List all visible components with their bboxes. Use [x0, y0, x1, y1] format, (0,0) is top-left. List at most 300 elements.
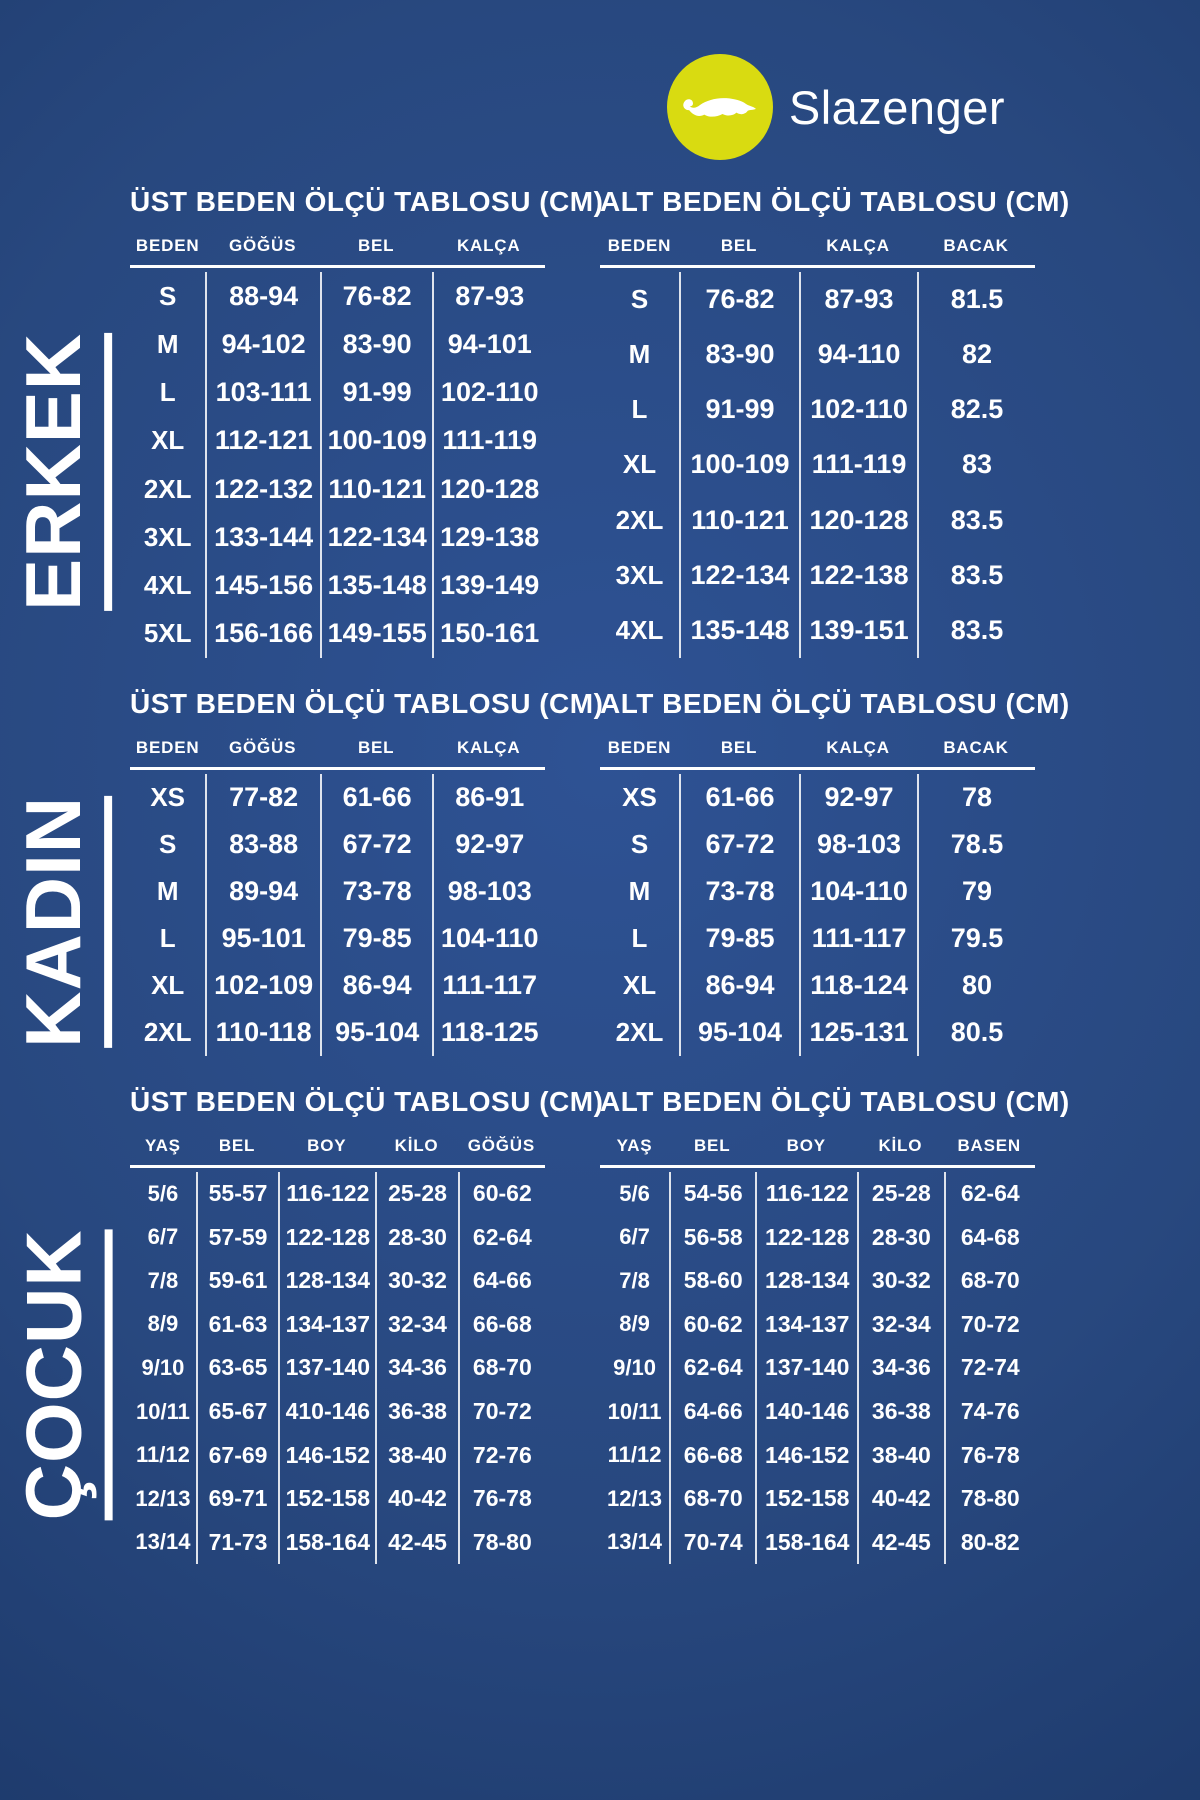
column-header: YAŞ — [616, 1136, 653, 1155]
value-cell: 111-117 — [799, 915, 917, 962]
value-cell: 150-161 — [432, 610, 545, 658]
size-cell: XL — [622, 449, 657, 480]
value-cell: 410-146 — [278, 1390, 375, 1434]
size-cell: XL — [151, 425, 185, 456]
value-cell: 122-128 — [278, 1216, 375, 1260]
value-cell: 59-61 — [196, 1259, 278, 1303]
value-cell: 133-144 — [205, 513, 320, 561]
value-cell: 28-30 — [857, 1216, 943, 1260]
table-row — [130, 915, 545, 962]
value-cell: 156-166 — [205, 610, 320, 658]
cocuk-alt-table — [600, 1086, 1070, 1564]
size-cell: 8/9 — [147, 1311, 179, 1337]
size-cell: 11/12 — [607, 1442, 662, 1468]
value-cell: 100-109 — [679, 437, 799, 492]
value-cell: 25-28 — [375, 1172, 457, 1216]
value-cell: 77-82 — [205, 774, 320, 821]
value-cell: 91-99 — [320, 369, 433, 417]
value-cell: 40-42 — [857, 1477, 943, 1521]
size-cell: XS — [622, 782, 657, 812]
value-cell: 78.5 — [917, 821, 1035, 868]
section-cocuk — [0, 1086, 1200, 1564]
size-cell: 7/8 — [147, 1267, 179, 1293]
value-cell: 158-164 — [278, 1520, 375, 1564]
value-cell: 28-30 — [375, 1216, 457, 1260]
value-cell: 98-103 — [432, 868, 545, 915]
table-row — [130, 962, 545, 1009]
section-cocuk-label-wrap — [0, 1146, 130, 1604]
value-cell: 135-148 — [679, 603, 799, 658]
value-cell: 78-80 — [458, 1520, 545, 1564]
value-cell: 86-94 — [679, 962, 799, 1009]
table-row — [600, 1009, 1035, 1056]
table-header-row — [130, 236, 545, 268]
table-row — [130, 417, 545, 465]
value-cell: 38-40 — [857, 1433, 943, 1477]
size-cell: M — [628, 876, 651, 906]
table-row — [600, 868, 1035, 915]
table-row — [130, 1520, 545, 1564]
table-row — [600, 327, 1035, 382]
table-row — [600, 1477, 1035, 1521]
size-cell: M — [156, 328, 179, 359]
value-cell: 79-85 — [320, 915, 433, 962]
column-header: KALÇA — [826, 738, 890, 757]
value-cell: 74-76 — [944, 1390, 1036, 1434]
section-cocuk-tables — [130, 1086, 1200, 1564]
value-cell: 128-134 — [755, 1259, 857, 1303]
section-label-cocuk: ÇOCUK — [18, 1230, 112, 1521]
panther-icon — [679, 83, 761, 131]
column-header: KİLO — [878, 1136, 923, 1155]
value-cell: 38-40 — [375, 1433, 457, 1477]
value-cell: 86-94 — [320, 962, 433, 1009]
value-cell: 139-151 — [799, 603, 917, 658]
table-header-row — [130, 738, 545, 770]
value-cell: 146-152 — [755, 1433, 857, 1477]
table-row — [600, 1216, 1035, 1260]
value-cell: 68-70 — [458, 1346, 545, 1390]
table-row — [130, 320, 545, 368]
size-cell: 13/14 — [135, 1529, 191, 1555]
size-cell: 5/6 — [147, 1180, 179, 1206]
size-cell: M — [628, 339, 651, 370]
table-row — [600, 1346, 1035, 1390]
value-cell: 76-78 — [944, 1433, 1036, 1477]
value-cell: 55-57 — [196, 1172, 278, 1216]
value-cell: 79.5 — [917, 915, 1035, 962]
value-cell: 62-64 — [458, 1216, 545, 1260]
column-header: YAŞ — [145, 1136, 181, 1155]
table-row — [130, 868, 545, 915]
size-cell: XL — [151, 970, 185, 1000]
table-title: ÜST BEDEN ÖLÇÜ TABLOSU (CM) — [130, 186, 604, 217]
value-cell: 62-64 — [669, 1346, 755, 1390]
value-cell: 81.5 — [917, 272, 1035, 327]
value-cell: 80 — [917, 962, 1035, 1009]
value-cell: 139-149 — [432, 562, 545, 610]
value-cell: 137-140 — [278, 1346, 375, 1390]
size-cell: 5/6 — [619, 1180, 650, 1206]
value-cell: 135-148 — [320, 562, 433, 610]
size-cell: L — [631, 394, 648, 425]
table-row — [130, 1346, 545, 1390]
size-cell: 12/13 — [606, 1485, 663, 1511]
size-cell: 4XL — [143, 570, 192, 601]
table-body — [600, 268, 1035, 658]
value-cell: 149-155 — [320, 610, 433, 658]
size-cell: 6/7 — [619, 1224, 650, 1250]
size-cell: 12/13 — [135, 1485, 191, 1511]
value-cell: 40-42 — [375, 1477, 457, 1521]
table-row — [600, 493, 1035, 548]
table-row — [130, 369, 545, 417]
table-row — [130, 1172, 545, 1216]
column-header: KALÇA — [456, 236, 521, 255]
value-cell: 67-72 — [320, 821, 433, 868]
value-cell: 152-158 — [755, 1477, 857, 1521]
table-row — [600, 603, 1035, 658]
size-cell: 5XL — [143, 618, 192, 649]
value-cell: 129-138 — [432, 513, 545, 561]
kadin-ust-table-grid — [130, 738, 545, 1056]
value-cell: 34-36 — [375, 1346, 457, 1390]
table-row — [130, 465, 545, 513]
table-row — [600, 1303, 1035, 1347]
value-cell: 57-59 — [196, 1216, 278, 1260]
value-cell: 67-69 — [196, 1433, 278, 1477]
value-cell: 70-74 — [669, 1520, 755, 1564]
value-cell: 94-110 — [799, 327, 917, 382]
table-row — [600, 1433, 1035, 1477]
table-row — [130, 1216, 545, 1260]
table-row — [130, 610, 545, 658]
erkek-ust-table-grid — [130, 236, 545, 658]
value-cell: 64-66 — [458, 1259, 545, 1303]
value-cell: 92-97 — [432, 821, 545, 868]
value-cell: 100-109 — [320, 417, 433, 465]
table-title: ALT BEDEN ÖLÇÜ TABLOSU (CM) — [600, 1086, 1070, 1117]
value-cell: 82 — [917, 327, 1035, 382]
value-cell: 32-34 — [375, 1303, 457, 1347]
value-cell: 146-152 — [278, 1433, 375, 1477]
value-cell: 54-56 — [669, 1172, 755, 1216]
size-cell: S — [630, 829, 649, 859]
column-header: KALÇA — [826, 236, 890, 255]
table-row — [600, 1172, 1035, 1216]
column-header: BEDEN — [607, 738, 672, 757]
column-header: BEDEN — [135, 738, 200, 757]
value-cell: 34-36 — [857, 1346, 943, 1390]
value-cell: 120-128 — [432, 465, 545, 513]
table-row — [130, 562, 545, 610]
value-cell: 83-90 — [679, 327, 799, 382]
value-cell: 103-111 — [205, 369, 320, 417]
table-row — [600, 272, 1035, 327]
table-row — [130, 821, 545, 868]
value-cell: 60-62 — [458, 1172, 545, 1216]
column-header: KİLO — [394, 1136, 439, 1155]
kadin-ust-table — [130, 688, 604, 1056]
size-cell: 7/8 — [619, 1267, 650, 1293]
column-header: BEDEN — [135, 236, 200, 255]
value-cell: 62-64 — [944, 1172, 1036, 1216]
value-cell: 95-104 — [320, 1009, 433, 1056]
size-cell: 10/11 — [607, 1398, 662, 1424]
value-cell: 128-134 — [278, 1259, 375, 1303]
column-header: BEL — [720, 738, 758, 757]
table-title: ALT BEDEN ÖLÇÜ TABLOSU (CM) — [600, 186, 1070, 217]
section-erkek — [0, 186, 1200, 658]
table-row — [130, 1303, 545, 1347]
column-header: GÖĞÜS — [228, 738, 297, 757]
table-body — [130, 770, 545, 1056]
size-cell: S — [159, 280, 177, 311]
value-cell: 76-82 — [679, 272, 799, 327]
value-cell: 122-134 — [679, 548, 799, 603]
column-header: BEL — [693, 1136, 731, 1155]
value-cell: 42-45 — [857, 1520, 943, 1564]
size-cell: XL — [622, 970, 657, 1000]
value-cell: 60-62 — [669, 1303, 755, 1347]
value-cell: 76-82 — [320, 272, 433, 320]
value-cell: 118-125 — [432, 1009, 545, 1056]
value-cell: 83.5 — [917, 493, 1035, 548]
value-cell: 68-70 — [669, 1477, 755, 1521]
value-cell: 66-68 — [669, 1433, 755, 1477]
value-cell: 137-140 — [755, 1346, 857, 1390]
value-cell: 64-66 — [669, 1390, 755, 1434]
size-cell: XS — [150, 782, 186, 812]
value-cell: 122-138 — [799, 548, 917, 603]
size-cell: 3XL — [615, 559, 664, 590]
section-label-erkek: ERKEK — [18, 333, 112, 611]
value-cell: 110-121 — [320, 465, 433, 513]
value-cell: 152-158 — [278, 1477, 375, 1521]
value-cell: 94-101 — [432, 320, 545, 368]
value-cell: 83.5 — [917, 603, 1035, 658]
size-cell: 2XL — [143, 473, 192, 504]
value-cell: 87-93 — [432, 272, 545, 320]
value-cell: 122-134 — [320, 513, 433, 561]
value-cell: 71-73 — [196, 1520, 278, 1564]
table-row — [130, 1390, 545, 1434]
value-cell: 73-78 — [320, 868, 433, 915]
value-cell: 112-121 — [205, 417, 320, 465]
value-cell: 66-68 — [458, 1303, 545, 1347]
value-cell: 25-28 — [857, 1172, 943, 1216]
table-header-row — [600, 1136, 1035, 1168]
section-kadin-label-wrap — [0, 748, 130, 1096]
value-cell: 58-60 — [669, 1259, 755, 1303]
section-kadin — [0, 688, 1200, 1056]
size-cell: S — [159, 829, 177, 859]
value-cell: 61-66 — [320, 774, 433, 821]
column-header: BOY — [307, 1136, 347, 1155]
value-cell: 83-90 — [320, 320, 433, 368]
value-cell: 95-104 — [679, 1009, 799, 1056]
table-row — [600, 1520, 1035, 1564]
size-cell: L — [631, 923, 648, 953]
value-cell: 111-119 — [799, 437, 917, 492]
size-cell: L — [159, 923, 176, 953]
table-row — [600, 962, 1035, 1009]
column-header: BEL — [357, 738, 395, 757]
value-cell: 64-68 — [944, 1216, 1036, 1260]
table-row — [130, 1477, 545, 1521]
table-title: ÜST BEDEN ÖLÇÜ TABLOSU (CM) — [130, 688, 604, 719]
section-erkek-label-wrap — [0, 246, 130, 698]
value-cell: 98-103 — [799, 821, 917, 868]
value-cell: 70-72 — [458, 1390, 545, 1434]
value-cell: 36-38 — [857, 1390, 943, 1434]
value-cell: 65-67 — [196, 1390, 278, 1434]
table-row — [600, 1259, 1035, 1303]
size-cell: 9/10 — [613, 1354, 656, 1380]
value-cell: 125-131 — [799, 1009, 917, 1056]
table-body — [600, 1168, 1035, 1564]
value-cell: 73-78 — [679, 868, 799, 915]
value-cell: 111-117 — [432, 962, 545, 1009]
cocuk-ust-table — [130, 1086, 604, 1564]
table-row — [130, 1009, 545, 1056]
column-header: GÖĞÜS — [228, 236, 297, 255]
section-kadin-tables — [130, 688, 1200, 1056]
table-row — [130, 774, 545, 821]
kadin-alt-table-grid — [600, 738, 1035, 1056]
size-cell: 13/14 — [606, 1529, 663, 1555]
erkek-alt-table-grid — [600, 236, 1035, 658]
value-cell: 80-82 — [944, 1520, 1036, 1564]
value-cell: 79 — [917, 868, 1035, 915]
cocuk-alt-table-grid — [600, 1136, 1035, 1564]
table-body — [600, 770, 1035, 1056]
value-cell: 72-76 — [458, 1433, 545, 1477]
table-body — [130, 1168, 545, 1564]
erkek-alt-table — [600, 186, 1070, 658]
value-cell: 116-122 — [278, 1172, 375, 1216]
value-cell: 69-71 — [196, 1477, 278, 1521]
value-cell: 80.5 — [917, 1009, 1035, 1056]
table-row — [130, 1433, 545, 1477]
value-cell: 120-128 — [799, 493, 917, 548]
column-header: KALÇA — [456, 738, 521, 757]
table-header-row — [130, 1136, 545, 1168]
value-cell: 92-97 — [799, 774, 917, 821]
table-row — [600, 437, 1035, 492]
value-cell: 32-34 — [857, 1303, 943, 1347]
column-header: BEL — [218, 1136, 256, 1155]
size-cell: 11/12 — [136, 1442, 190, 1468]
value-cell: 95-101 — [205, 915, 320, 962]
table-header-row — [600, 236, 1035, 268]
kadin-alt-table — [600, 688, 1070, 1056]
table-title: ÜST BEDEN ÖLÇÜ TABLOSU (CM) — [130, 1086, 604, 1117]
value-cell: 87-93 — [799, 272, 917, 327]
value-cell: 82.5 — [917, 382, 1035, 437]
value-cell: 78-80 — [944, 1477, 1036, 1521]
table-row — [130, 513, 545, 561]
value-cell: 145-156 — [205, 562, 320, 610]
section-label-kadin: KADIN — [18, 796, 112, 1048]
size-cell: M — [156, 876, 179, 906]
value-cell: 72-74 — [944, 1346, 1036, 1390]
value-cell: 36-38 — [375, 1390, 457, 1434]
value-cell: 30-32 — [857, 1259, 943, 1303]
value-cell: 104-110 — [432, 915, 545, 962]
value-cell: 76-78 — [458, 1477, 545, 1521]
value-cell: 70-72 — [944, 1303, 1036, 1347]
size-cell: 2XL — [143, 1017, 192, 1047]
value-cell: 61-63 — [196, 1303, 278, 1347]
column-header: BACAK — [943, 738, 1009, 757]
section-erkek-tables — [130, 186, 1200, 658]
size-cell: 10/11 — [136, 1398, 190, 1424]
value-cell: 83 — [917, 437, 1035, 492]
table-row — [600, 821, 1035, 868]
value-cell: 111-119 — [432, 417, 545, 465]
panther-badge — [667, 54, 773, 160]
value-cell: 67-72 — [679, 821, 799, 868]
value-cell: 83.5 — [917, 548, 1035, 603]
column-header: BOY — [786, 1136, 826, 1155]
table-title: ALT BEDEN ÖLÇÜ TABLOSU (CM) — [600, 688, 1070, 719]
size-cell: 2XL — [615, 504, 664, 535]
value-cell: 134-137 — [278, 1303, 375, 1347]
column-header: BEL — [720, 236, 758, 255]
value-cell: 140-146 — [755, 1390, 857, 1434]
value-cell: 91-99 — [679, 382, 799, 437]
brand-name: Slazenger — [788, 80, 1005, 134]
value-cell: 79-85 — [679, 915, 799, 962]
value-cell: 158-164 — [755, 1520, 857, 1564]
value-cell: 86-91 — [432, 774, 545, 821]
column-header: BASEN — [957, 1136, 1021, 1155]
value-cell: 30-32 — [375, 1259, 457, 1303]
erkek-ust-table — [130, 186, 604, 658]
table-row — [130, 272, 545, 320]
value-cell: 110-121 — [679, 493, 799, 548]
table-body — [130, 268, 545, 658]
table-row — [600, 774, 1035, 821]
size-cell: L — [159, 377, 176, 408]
value-cell: 88-94 — [205, 272, 320, 320]
value-cell: 56-58 — [669, 1216, 755, 1260]
column-header: BEL — [357, 236, 395, 255]
column-header: BACAK — [943, 236, 1009, 255]
size-cell: 6/7 — [147, 1224, 179, 1250]
value-cell: 102-110 — [799, 382, 917, 437]
size-cell: 9/10 — [141, 1354, 185, 1380]
table-row — [600, 548, 1035, 603]
value-cell: 89-94 — [205, 868, 320, 915]
cocuk-ust-table-grid — [130, 1136, 545, 1564]
brand-logo — [0, 0, 1200, 162]
value-cell: 104-110 — [799, 868, 917, 915]
value-cell: 94-102 — [205, 320, 320, 368]
value-cell: 122-128 — [755, 1216, 857, 1260]
table-row — [600, 1390, 1035, 1434]
table-row — [600, 382, 1035, 437]
column-header: BEDEN — [607, 236, 672, 255]
table-header-row — [600, 738, 1035, 770]
size-cell: S — [630, 284, 649, 315]
size-cell: 3XL — [143, 521, 192, 552]
table-row — [130, 1259, 545, 1303]
value-cell: 116-122 — [755, 1172, 857, 1216]
size-cell: 2XL — [615, 1017, 664, 1047]
value-cell: 102-109 — [205, 962, 320, 1009]
